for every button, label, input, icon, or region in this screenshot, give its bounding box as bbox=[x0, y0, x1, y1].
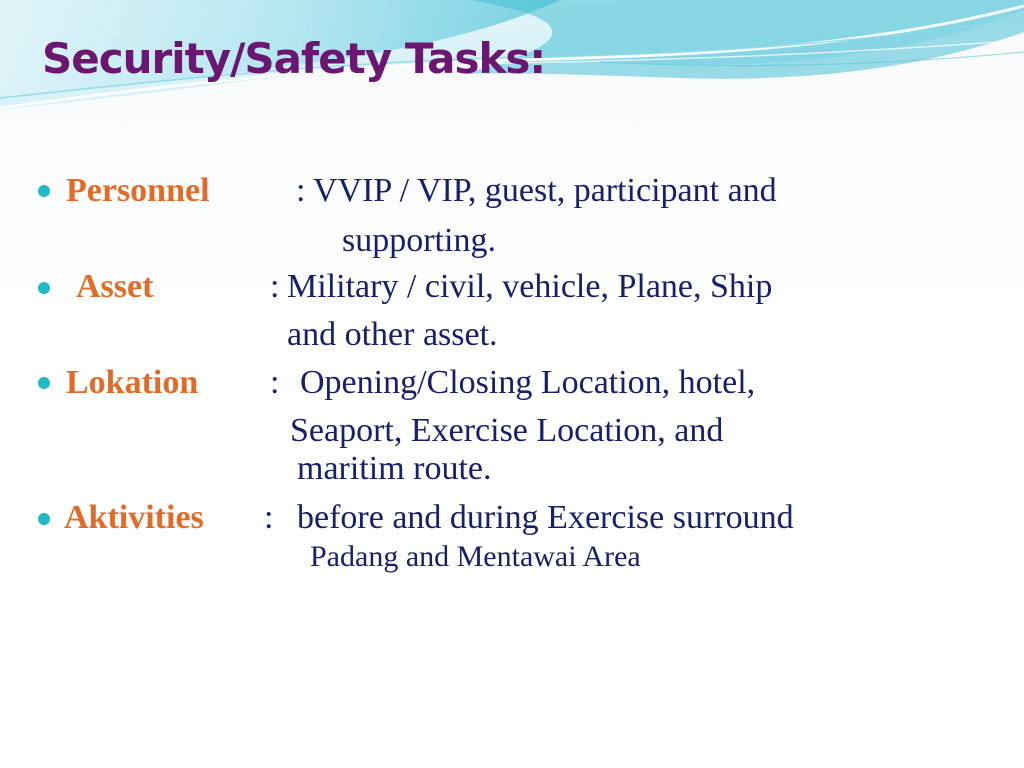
item-text-line: before and during Exercise surround bbox=[297, 499, 794, 536]
item-text-line: maritim route. bbox=[297, 450, 492, 487]
slide-title: Security/Safety Tasks: bbox=[42, 34, 546, 83]
item-text-line: and other asset. bbox=[287, 316, 498, 353]
item-text-line: Opening/Closing Location, hotel, bbox=[300, 364, 756, 401]
item-separator: : bbox=[270, 364, 280, 401]
item-term-lokation: Lokation bbox=[66, 364, 199, 401]
item-text-line: Padang and Mentawai Area bbox=[310, 540, 641, 573]
bullet-icon bbox=[38, 185, 50, 197]
bullet-icon bbox=[38, 513, 50, 525]
item-separator: : bbox=[296, 172, 306, 209]
item-text-line: Seaport, Exercise Location, and bbox=[290, 412, 724, 449]
item-term-personnel: Personnel bbox=[66, 172, 210, 209]
item-text-line: Military / civil, vehicle, Plane, Ship bbox=[287, 268, 773, 305]
item-text-line: supporting. bbox=[342, 222, 496, 259]
item-term-aktivities: Aktivities bbox=[64, 499, 204, 536]
bullet-icon bbox=[38, 282, 50, 294]
item-term-asset: Asset bbox=[76, 268, 154, 305]
bullet-icon bbox=[38, 377, 50, 389]
item-separator: : bbox=[264, 499, 274, 536]
item-separator: : bbox=[270, 268, 280, 305]
item-text-line: VVIP / VIP, guest, participant and bbox=[313, 172, 777, 209]
